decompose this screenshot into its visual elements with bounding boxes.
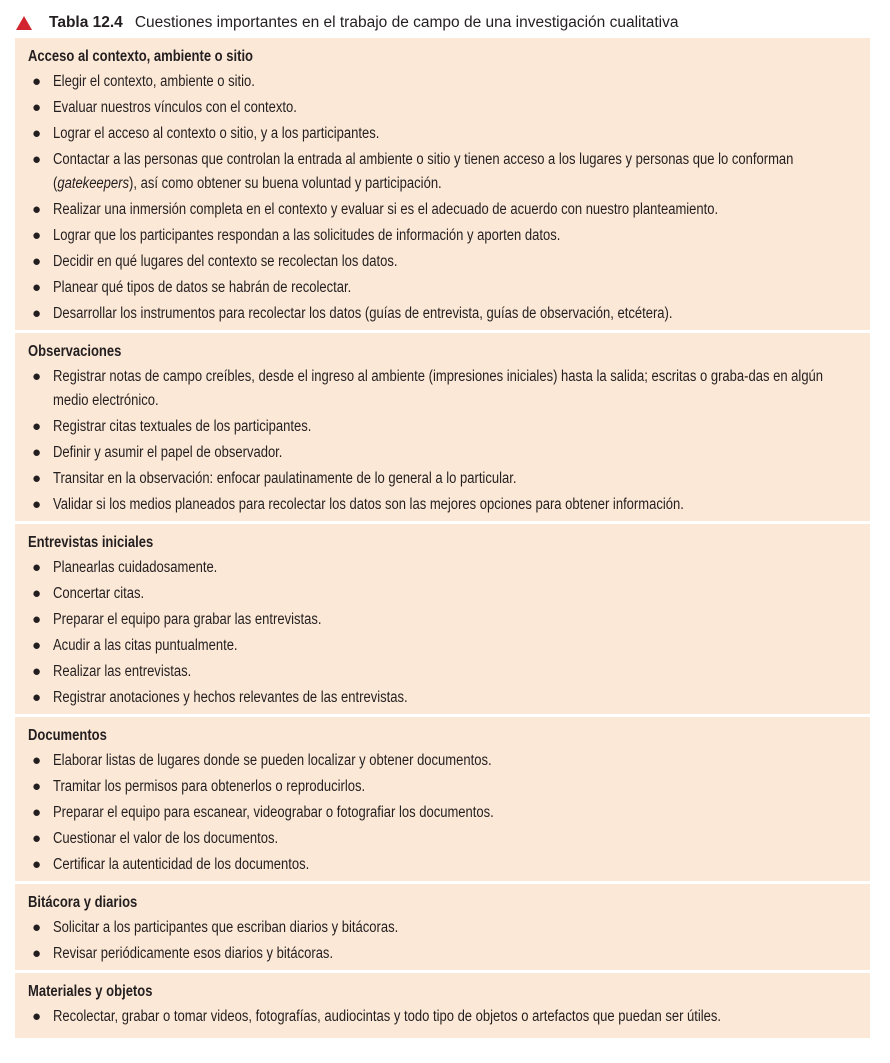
table-section bbox=[15, 717, 870, 881]
bullet-icon: ● bbox=[32, 73, 42, 90]
list-item bbox=[28, 916, 858, 940]
list-item-text: Revisar periódicamente esos diarios y bitácoras. bbox=[53, 945, 334, 962]
list-item bbox=[28, 801, 858, 825]
list-item bbox=[28, 582, 858, 606]
list-item-text: Registrar notas de campo creíbles, desde el ingreso al ambiente (impresiones iniciales) hasta la salida; escritas o graba-das en algún medio electrónico. bbox=[53, 368, 824, 409]
list-item-text: Planear qué tipos de datos se habrán de recolectar. bbox=[53, 279, 352, 296]
list-item-text-part: ), así como obtener su buena voluntad y participación. bbox=[129, 175, 442, 192]
list-item-text: Realizar una inmersión completa en el contexto y evaluar si es el adecuado de acuerdo con nuestro planteamiento. bbox=[53, 201, 719, 218]
table-section bbox=[15, 333, 870, 521]
bullet-icon: ● bbox=[32, 496, 42, 513]
list-item-text: Cuestionar el valor de los documentos. bbox=[53, 830, 279, 847]
list-item-text: Definir y asumir el papel de observador. bbox=[53, 444, 283, 461]
list-item-text: Desarrollar los instrumentos para recolectar los datos (guías de entrevista, guías de observación, etcétera). bbox=[53, 305, 673, 322]
list-item bbox=[28, 96, 858, 120]
list-item bbox=[28, 467, 858, 491]
bullet-list bbox=[28, 365, 858, 517]
bullet-list bbox=[28, 749, 858, 877]
section-title: Acceso al contexto, ambiente o sitio bbox=[28, 48, 254, 65]
table-title: Cuestiones importantes en el trabajo de campo de una investigación cualitativa bbox=[134, 14, 679, 31]
list-item bbox=[28, 827, 858, 851]
list-item bbox=[28, 276, 858, 300]
list-item-text: Acudir a las citas puntualmente. bbox=[53, 637, 238, 654]
bullet-icon: ● bbox=[32, 368, 42, 385]
bullet-icon: ● bbox=[32, 418, 42, 435]
table-section bbox=[15, 884, 870, 970]
section-title: Observaciones bbox=[28, 343, 122, 360]
bullet-icon: ● bbox=[32, 201, 42, 218]
list-item bbox=[28, 493, 858, 517]
section-title: Entrevistas iniciales bbox=[28, 534, 154, 551]
bullet-icon: ● bbox=[32, 151, 42, 168]
bullet-icon: ● bbox=[32, 804, 42, 821]
list-item-text: Evaluar nuestros vínculos con el contexto. bbox=[53, 99, 297, 116]
bullet-icon: ● bbox=[32, 99, 42, 116]
list-item bbox=[28, 302, 858, 326]
list-item bbox=[28, 942, 858, 966]
bullet-list bbox=[28, 1005, 858, 1029]
bullet-icon: ● bbox=[32, 830, 42, 847]
section-title: Documentos bbox=[28, 727, 107, 744]
bullet-icon: ● bbox=[32, 227, 42, 244]
list-item bbox=[28, 148, 858, 196]
list-item bbox=[28, 749, 858, 773]
list-item bbox=[28, 775, 858, 799]
list-item-text bbox=[53, 148, 855, 196]
list-item bbox=[28, 634, 858, 658]
list-item bbox=[28, 122, 858, 146]
list-item-text: Lograr el acceso al contexto o sitio, y a los participantes. bbox=[53, 125, 380, 142]
list-item-text: Validar si los medios planeados para recolectar los datos son las mejores opciones para obtener información. bbox=[53, 496, 684, 513]
bullet-icon: ● bbox=[32, 559, 42, 576]
list-item bbox=[28, 686, 858, 710]
bullet-list bbox=[28, 70, 858, 326]
table-section bbox=[15, 38, 870, 330]
bullet-icon: ● bbox=[32, 470, 42, 487]
section-title: Bitácora y diarios bbox=[28, 894, 138, 911]
bullet-icon: ● bbox=[32, 305, 42, 322]
bullet-icon: ● bbox=[32, 689, 42, 706]
list-item bbox=[28, 70, 858, 94]
table-number: Tabla 12.4 bbox=[49, 14, 123, 31]
triangle-icon bbox=[15, 15, 33, 31]
list-item bbox=[28, 365, 858, 413]
list-item bbox=[28, 250, 858, 274]
list-item-text: Preparar el equipo para grabar las entrevistas. bbox=[53, 611, 322, 628]
table-section bbox=[15, 973, 870, 1038]
table-caption bbox=[15, 11, 679, 35]
list-item-text: Planearlas cuidadosamente. bbox=[53, 559, 218, 576]
list-item-text-part: Contactar a las personas que controlan la entrada al ambiente o sitio y tienen acceso a los lugares y personas que lo conforman ( bbox=[53, 151, 794, 192]
list-item-text: Recolectar, grabar o tomar videos, fotografías, audiocintas y todo tipo de objetos o artefactos que puedan ser útiles. bbox=[53, 1008, 722, 1025]
bullet-icon: ● bbox=[32, 856, 42, 873]
bullet-list bbox=[28, 556, 858, 710]
bullet-icon: ● bbox=[32, 125, 42, 142]
list-item bbox=[28, 556, 858, 580]
list-item-text: Registrar citas textuales de los participantes. bbox=[53, 418, 312, 435]
list-item-text: Decidir en qué lugares del contexto se recolectan los datos. bbox=[53, 253, 398, 270]
list-item bbox=[28, 660, 858, 684]
list-item-text: Transitar en la observación: enfocar paulatinamente de lo general a lo particular. bbox=[53, 470, 517, 487]
list-item-text: Preparar el equipo para escanear, videograbar o fotografiar los documentos. bbox=[53, 804, 494, 821]
bullet-list bbox=[28, 916, 858, 966]
list-item bbox=[28, 1005, 858, 1029]
bullet-icon: ● bbox=[32, 585, 42, 602]
bullet-icon: ● bbox=[32, 778, 42, 795]
bullet-icon: ● bbox=[32, 919, 42, 936]
section-title: Materiales y objetos bbox=[28, 983, 153, 1000]
fieldwork-table bbox=[15, 38, 870, 1038]
list-item-text: Elegir el contexto, ambiente o sitio. bbox=[53, 73, 255, 90]
list-item-text: Lograr que los participantes respondan a las solicitudes de información y aporten datos. bbox=[53, 227, 561, 244]
list-item-text: Realizar las entrevistas. bbox=[53, 663, 192, 680]
list-item-text: Tramitar los permisos para obtenerlos o reproducirlos. bbox=[53, 778, 366, 795]
list-item-text: Concertar citas. bbox=[53, 585, 145, 602]
bullet-icon: ● bbox=[32, 945, 42, 962]
list-item bbox=[28, 608, 858, 632]
list-item bbox=[28, 415, 858, 439]
list-item-emphasis: gatekeepers bbox=[57, 175, 130, 192]
bullet-icon: ● bbox=[32, 611, 42, 628]
list-item-text: Solicitar a los participantes que escriban diarios y bitácoras. bbox=[53, 919, 399, 936]
bullet-icon: ● bbox=[32, 253, 42, 270]
bullet-icon: ● bbox=[32, 637, 42, 654]
bullet-icon: ● bbox=[32, 752, 42, 769]
list-item-text: Elaborar listas de lugares donde se pueden localizar y obtener documentos. bbox=[53, 752, 492, 769]
bullet-icon: ● bbox=[32, 279, 42, 296]
bullet-icon: ● bbox=[32, 1008, 42, 1025]
table-section bbox=[15, 524, 870, 714]
bullet-icon: ● bbox=[32, 444, 42, 461]
list-item-text: Registrar anotaciones y hechos relevantes de las entrevistas. bbox=[53, 689, 408, 706]
list-item bbox=[28, 198, 858, 222]
list-item bbox=[28, 441, 858, 465]
bullet-icon: ● bbox=[32, 663, 42, 680]
list-item-text: Certificar la autenticidad de los documentos. bbox=[53, 856, 310, 873]
list-item bbox=[28, 224, 858, 248]
list-item bbox=[28, 853, 858, 877]
